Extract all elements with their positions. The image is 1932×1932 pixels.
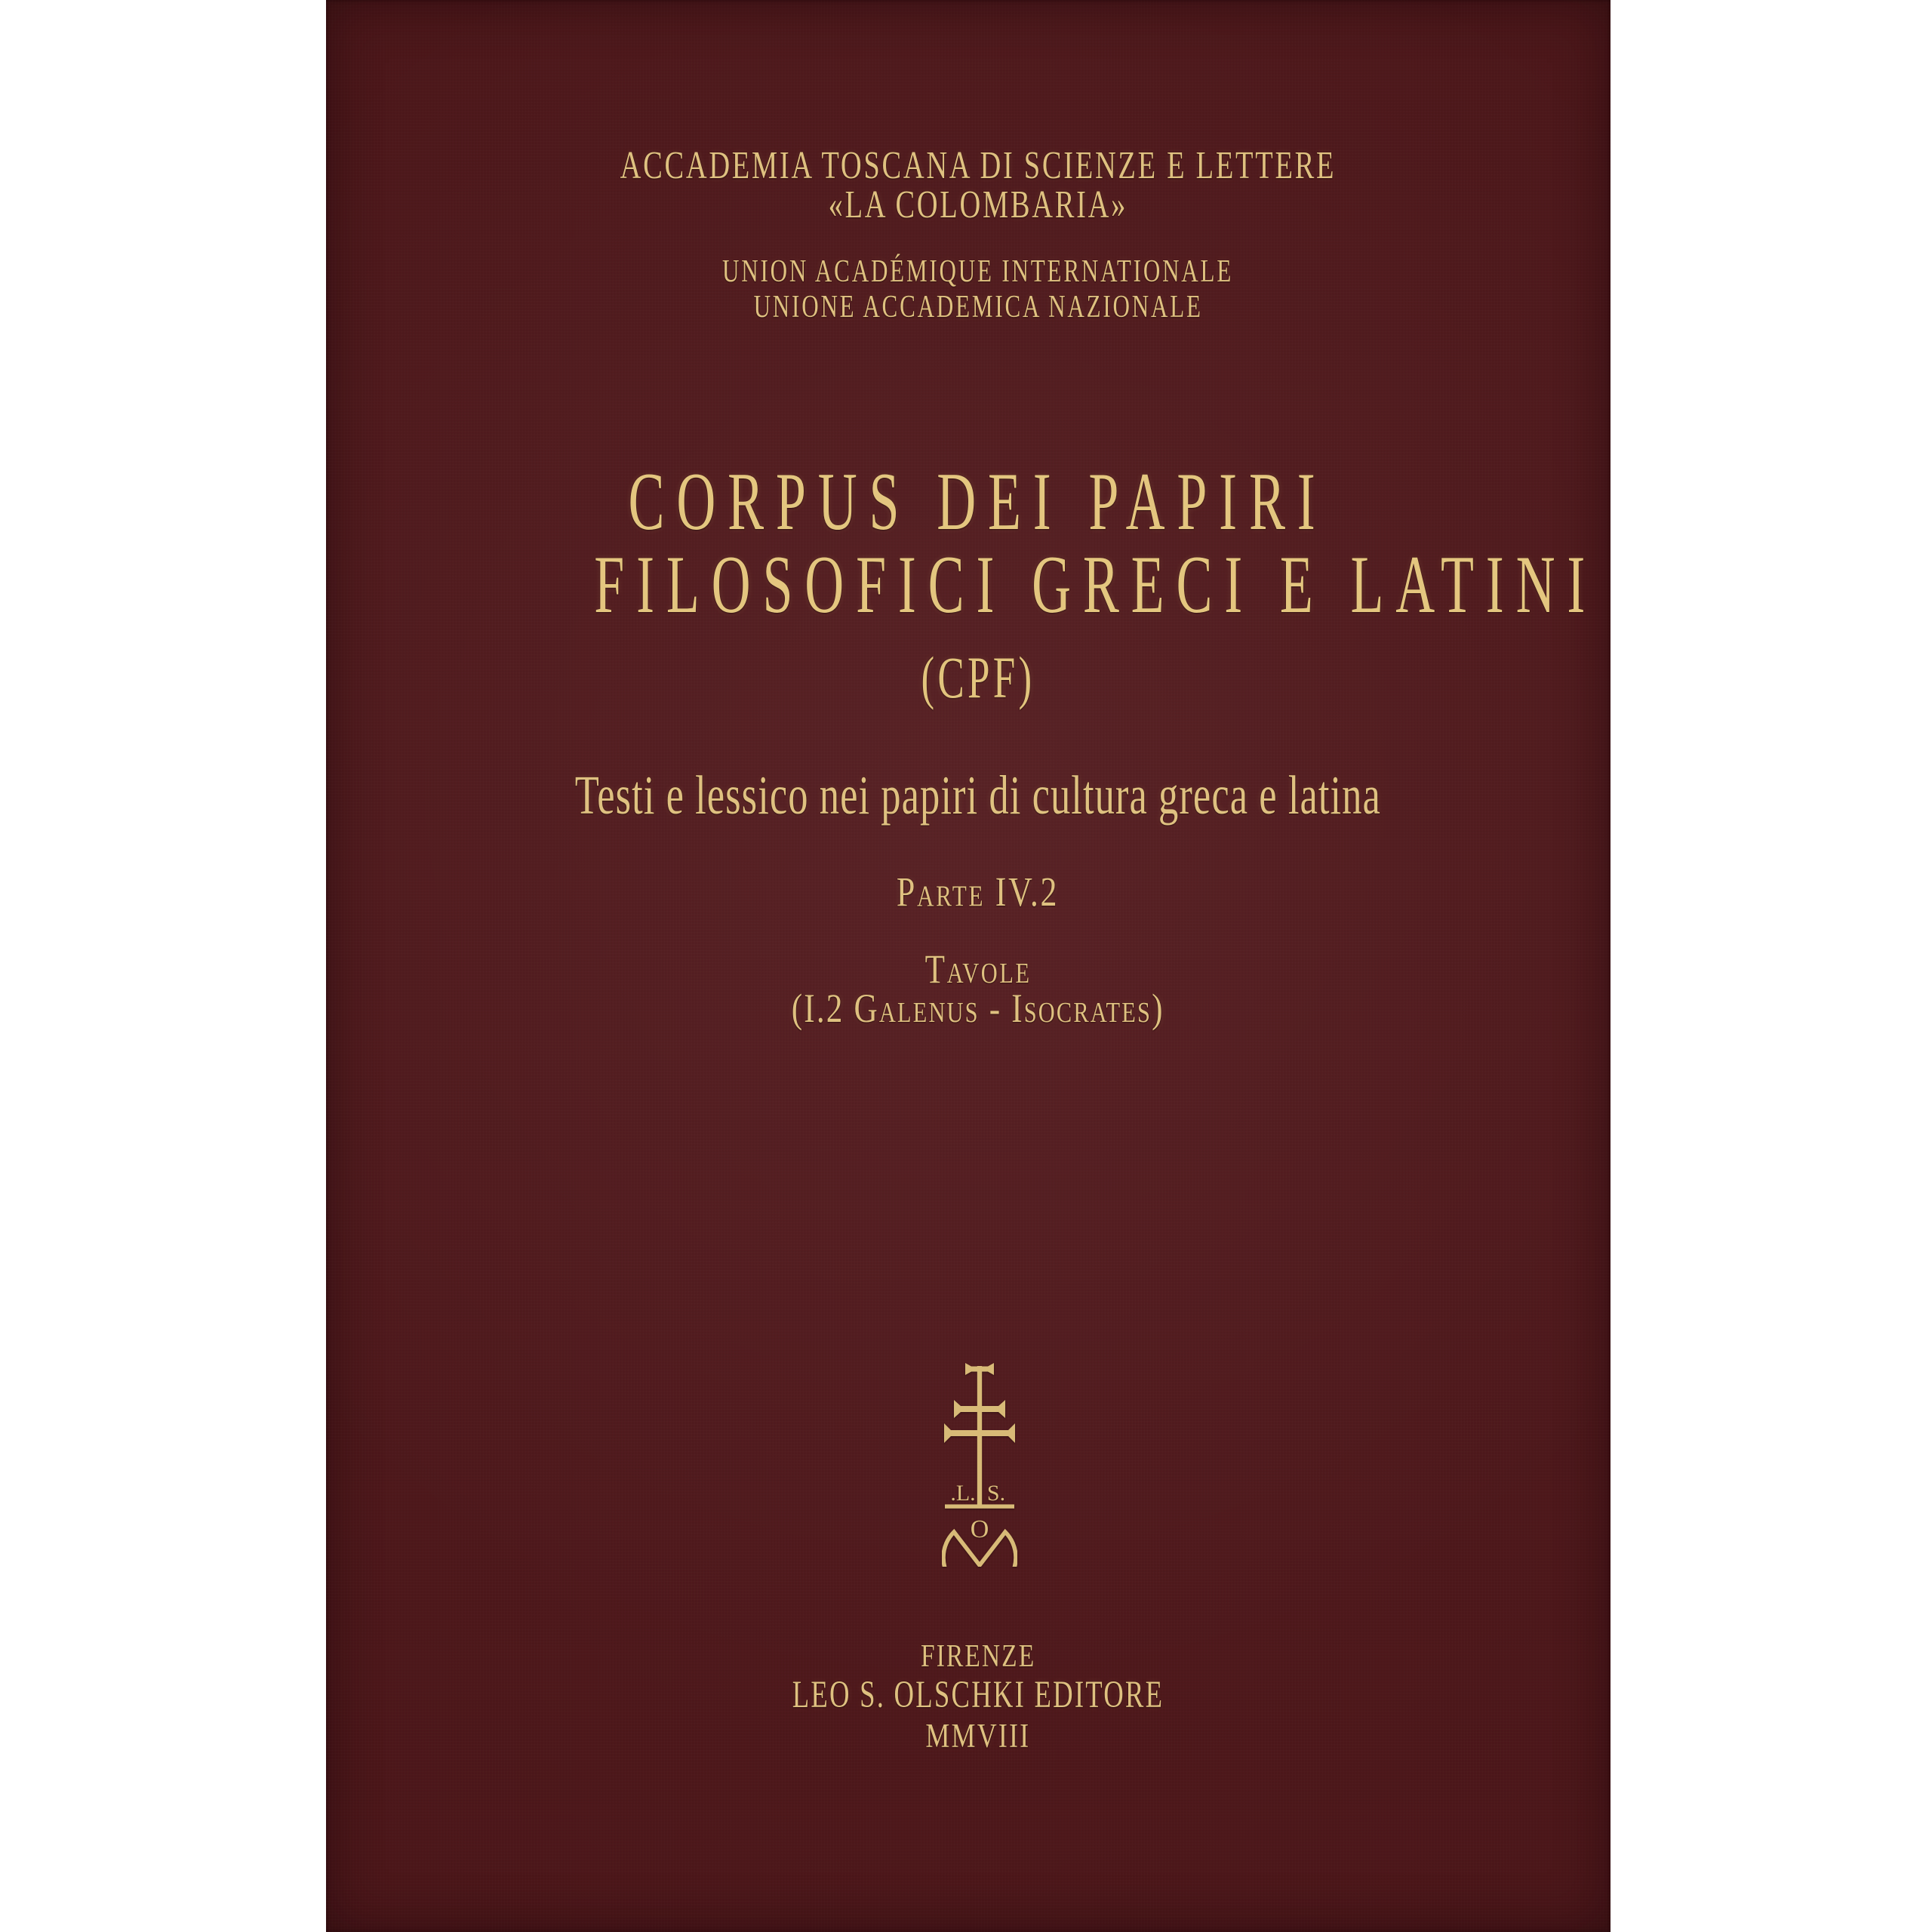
olschki-printers-mark-icon [942,1363,1017,1567]
unione-accademica-line [336,291,1620,323]
academy-name-line2 [336,183,1620,226]
imprint-year-text: MMVIII [925,1717,1031,1755]
union-academique-text: UNION ACADÉMIQUE INTERNATIONALE [722,254,1234,289]
academy-name-line1 [336,146,1620,186]
imprint-year [336,1719,1620,1753]
book-title-line1-text: CORPUS DEI PAPIRI [628,456,1328,547]
book-title-acronym-text: (CPF) [921,645,1035,710]
imprint-publisher-text: LEO S. OLSCHKI EDITORE [792,1674,1164,1716]
book-title-acronym [336,645,1620,710]
unione-accademica-text: UNIONE ACCADEMICA NAZIONALE [753,290,1203,325]
monogram-ls-left: .L. [950,1481,976,1506]
union-academique-line [336,256,1620,288]
book-front-cover [326,0,1611,1932]
book-title-line2 [336,539,1620,630]
book-subtitle [336,764,1620,826]
academy-name-line1-text: ACCADEMIA TOSCANA DI SCIENZE E LETTERE [620,144,1337,187]
academy-name-line2-text: «LA COLOMBARIA» [828,183,1128,226]
imprint-city-text: FIRENZE [920,1639,1036,1674]
imprint-city [336,1641,1620,1672]
section-label [336,946,1620,992]
book-title-line2-text: FILOSOFICI GRECI E LATINI [594,539,1598,630]
imprint-publisher [336,1676,1620,1715]
part-label-text: Parte IV.2 [897,869,1060,915]
book-subtitle-text: Testi e lessico nei papiri di cultura greca e latina [574,764,1382,826]
book-title-line1 [336,456,1620,547]
section-range-text: (I.2 Galenus - Isocrates) [792,986,1164,1031]
monogram-ls-right: S. [986,1481,1006,1506]
monogram-o: O [970,1515,989,1543]
part-label [336,869,1620,915]
section-label-text: Tavole [924,946,1032,992]
section-range [336,988,1620,1029]
